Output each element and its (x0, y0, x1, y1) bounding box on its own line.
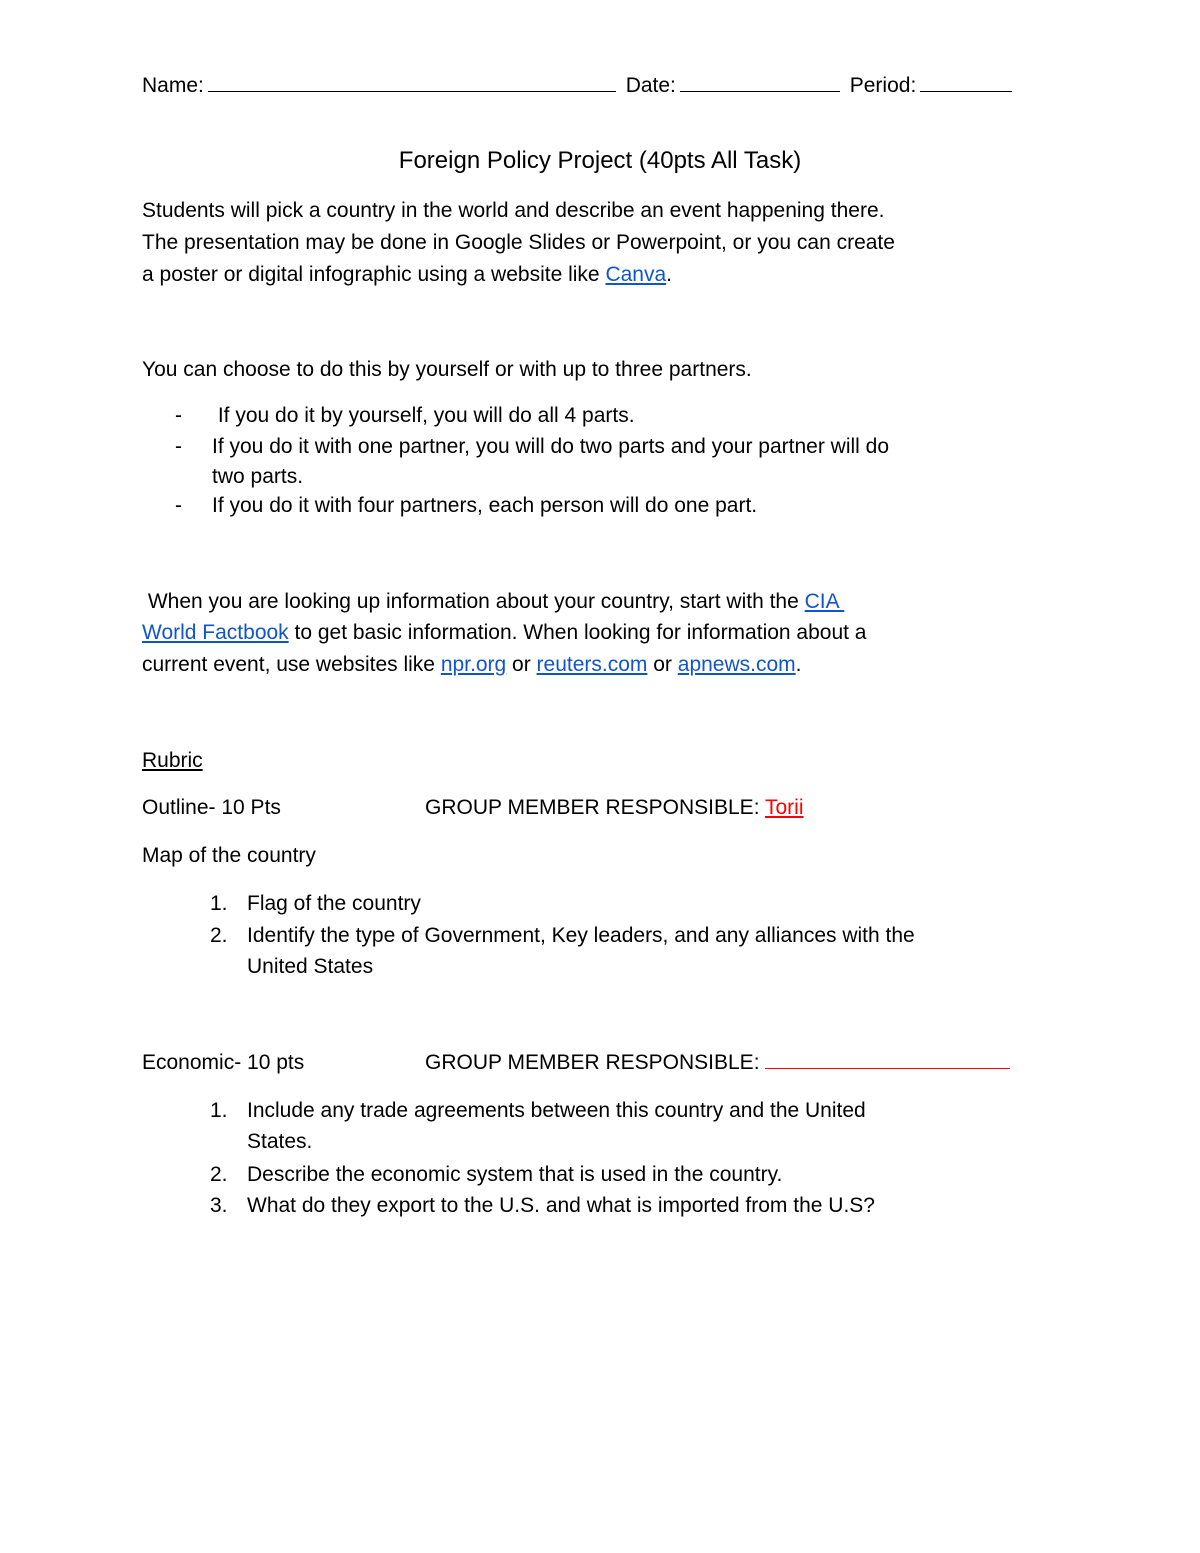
date-label: Date: (625, 74, 676, 97)
list-item: Flag of the country (247, 892, 421, 915)
period-label: Period: (849, 74, 917, 97)
list-item: If you do it by yourself, you will do all 4 parts. (212, 404, 635, 427)
bullet-marker: - (175, 404, 182, 427)
intro-line-2: The presentation may be done in Google Slides or Powerpoint, or you can create (142, 231, 895, 254)
outline-label: Outline- 10 Pts (142, 796, 281, 819)
list-number: 2. (210, 1163, 228, 1186)
partners-intro: You can choose to do this by yourself or with up to three partners. (142, 358, 752, 381)
apnews-link[interactable]: apnews.com (677, 653, 796, 676)
research-line-2-text: to get basic information. When looking for information about a (288, 621, 867, 644)
economic-label: Economic- 10 pts (142, 1051, 305, 1074)
period-blank[interactable] (920, 90, 1012, 92)
list-number: 1. (210, 892, 228, 915)
responsible-label: GROUP MEMBER RESPONSIBLE: (425, 1051, 766, 1074)
list-item: Describe the economic system that is used in the country. (247, 1163, 783, 1186)
name-blank[interactable] (208, 90, 616, 92)
research-line-1 (142, 586, 844, 618)
intro-line-3 (142, 259, 672, 291)
list-number: 3. (210, 1194, 228, 1217)
canva-link[interactable]: Canva (605, 263, 667, 286)
period-text: . (795, 653, 802, 676)
list-item: If you do it with four partners, each person will do one part. (212, 494, 758, 517)
responsible-name: Torii (764, 796, 804, 819)
research-line-1-text: When you are looking up information about your country, start with the (142, 590, 805, 613)
header-line (142, 70, 1016, 102)
responsible-label: GROUP MEMBER RESPONSIBLE: (425, 796, 765, 819)
intro-line-1: Students will pick a country in the world and describe an event happening there. (142, 199, 885, 222)
list-number: 1. (210, 1099, 228, 1122)
page-title: Foreign Policy Project (40pts All Task) (398, 147, 802, 174)
economic-responsible (425, 1047, 1014, 1079)
cia-factbook-link[interactable]: CIA (804, 590, 845, 613)
list-item: If you do it with one partner, you will do two parts and your partner will do (212, 435, 890, 458)
intro-line-3-text: a poster or digital infographic using a website like (142, 263, 606, 286)
research-line-2 (142, 617, 867, 649)
cia-factbook-link-cont[interactable]: World Factbook (142, 621, 289, 644)
date-blank[interactable] (680, 90, 840, 92)
or-text: or (506, 653, 537, 676)
bullet-marker: - (175, 494, 182, 517)
list-item-continuation: two parts. (212, 465, 304, 488)
bullet-marker: - (175, 435, 182, 458)
name-label: Name: (142, 74, 204, 97)
list-item-continuation: United States (247, 955, 374, 978)
research-line-3 (142, 649, 802, 681)
list-item: Include any trade agreements between this country and the United (247, 1099, 866, 1122)
map-line: Map of the country (142, 844, 316, 867)
rubric-heading: Rubric (142, 749, 203, 772)
list-number: 2. (210, 924, 228, 947)
reuters-link[interactable]: reuters.com (536, 653, 648, 676)
list-item-continuation: States. (247, 1130, 313, 1153)
list-item: Identify the type of Government, Key leaders, and any alliances with the (247, 924, 915, 947)
research-line-3-text: current event, use websites like (142, 653, 441, 676)
responsible-blank[interactable] (765, 1067, 1010, 1069)
list-item: What do they export to the U.S. and what is imported from the U.S? (247, 1194, 875, 1217)
intro-line-3-end: . (666, 263, 672, 286)
or-text: or (647, 653, 678, 676)
outline-responsible (425, 792, 804, 824)
npr-link[interactable]: npr.org (440, 653, 507, 676)
